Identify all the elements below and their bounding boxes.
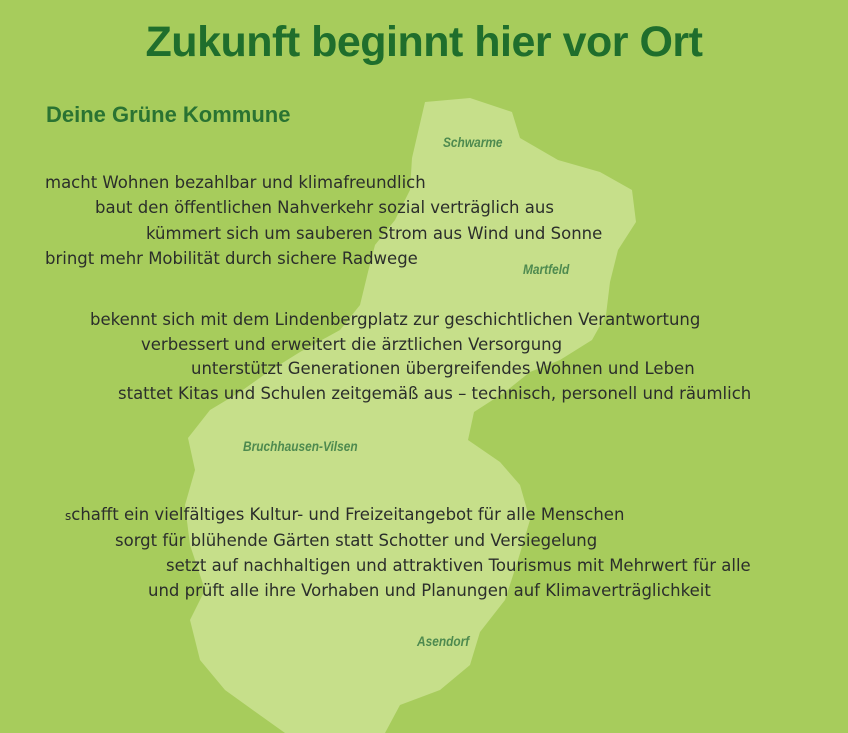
goal-line: unterstützt Generationen übergreifendes Wohnen und Leben	[191, 359, 695, 378]
goal-line: sorgt für blühende Gärten statt Schotter und Versiegelung	[115, 531, 598, 550]
goal-line	[65, 505, 624, 524]
map-label-schwarme: Schwarme	[443, 134, 503, 150]
page-title: Zukunft beginnt hier vor Ort	[145, 18, 703, 66]
goal-line: verbessert und erweitert die ärztlichen Versorgung	[141, 335, 563, 354]
goal-line: kümmert sich um sauberen Strom aus Wind und Sonne	[146, 224, 603, 243]
map-label-martfeld: Martfeld	[523, 261, 570, 277]
goal-line: macht Wohnen bezahlbar und klimafreundlich	[45, 173, 426, 192]
goal-line: stattet Kitas und Schulen zeitgemäß aus – technisch, personell und räumlich	[118, 384, 752, 403]
goal-line: baut den öffentlichen Nahverkehr sozial verträglich aus	[95, 198, 554, 217]
goal-line: setzt auf nachhaltigen und attraktiven Tourismus mit Mehrwert für alle	[166, 556, 751, 575]
goal-line: bringt mehr Mobilität durch sichere Radwege	[45, 249, 418, 268]
map-label-asendorf: Asendorf	[417, 633, 470, 649]
goal-line: bekennt sich mit dem Lindenbergplatz zur geschichtlichen Verantwortung	[90, 310, 701, 329]
goal-line: und prüft alle ihre Vorhaben und Planungen auf Klimaverträglichkeit	[148, 581, 711, 600]
goal-line-rest: chafft ein vielfältiges Kultur- und Freizeitangebot für alle Menschen	[71, 505, 625, 524]
goal-line-initial: s	[65, 509, 72, 523]
map-label-bruchhausen-vilsen: Bruchhausen-Vilsen	[243, 438, 358, 454]
map-region	[185, 98, 636, 733]
subtitle: Deine Grüne Kommune	[46, 102, 291, 127]
